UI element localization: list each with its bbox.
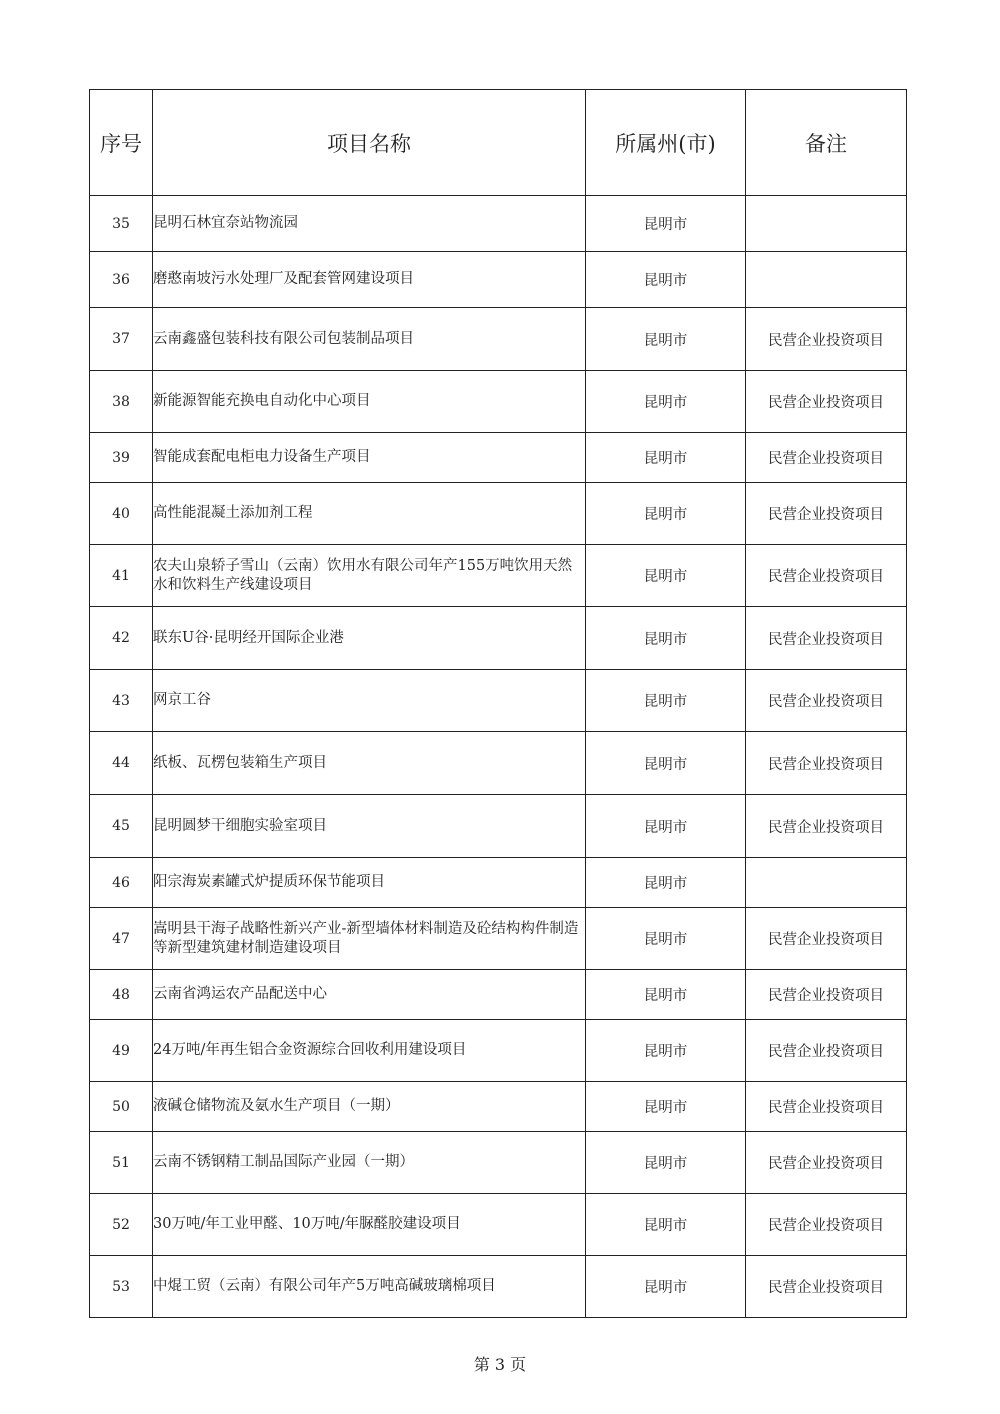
row-number: 35 [90, 196, 153, 252]
city-name: 昆明市 [586, 1132, 746, 1194]
table-row [90, 252, 907, 308]
table-row [90, 1020, 907, 1082]
table-row [90, 970, 907, 1020]
table-row [90, 483, 907, 545]
project-name: 云南不锈钢精工制品国际产业园（一期） [153, 1132, 586, 1194]
project-name: 中焜工贸（云南）有限公司年产5万吨高碱玻璃棉项目 [153, 1256, 586, 1318]
city-name: 昆明市 [586, 252, 746, 308]
project-name: 联东U谷·昆明经开国际企业港 [153, 607, 586, 670]
city-name: 昆明市 [586, 670, 746, 732]
city-name: 昆明市 [586, 196, 746, 252]
note-text: 民营企业投资项目 [746, 970, 907, 1020]
row-number: 52 [90, 1194, 153, 1256]
city-name: 昆明市 [586, 483, 746, 545]
project-name: 24万吨/年再生铝合金资源综合回收利用建设项目 [153, 1020, 586, 1082]
city-name: 昆明市 [586, 795, 746, 858]
note-text [746, 252, 907, 308]
row-number: 42 [90, 607, 153, 670]
note-text: 民营企业投资项目 [746, 1020, 907, 1082]
table-row [90, 1256, 907, 1318]
note-text: 民营企业投资项目 [746, 1194, 907, 1256]
page-number: 第 3 页 [473, 1355, 527, 1374]
row-number: 40 [90, 483, 153, 545]
table-row [90, 1132, 907, 1194]
table-row [90, 732, 907, 795]
city-name: 昆明市 [586, 908, 746, 970]
city-name: 昆明市 [586, 1194, 746, 1256]
header-no: 序号 [90, 90, 153, 196]
note-text: 民营企业投资项目 [746, 1256, 907, 1318]
row-number: 36 [90, 252, 153, 308]
project-name: 网京工谷 [153, 670, 586, 732]
note-text: 民营企业投资项目 [746, 795, 907, 858]
note-text: 民营企业投资项目 [746, 732, 907, 795]
project-name: 昆明圆梦干细胞实验室项目 [153, 795, 586, 858]
table-row [90, 1082, 907, 1132]
note-text: 民营企业投资项目 [746, 1132, 907, 1194]
table-row [90, 433, 907, 483]
row-number: 41 [90, 545, 153, 607]
city-name: 昆明市 [586, 607, 746, 670]
row-number: 37 [90, 308, 153, 371]
row-number: 51 [90, 1132, 153, 1194]
note-text: 民营企业投资项目 [746, 371, 907, 433]
row-number: 47 [90, 908, 153, 970]
city-name: 昆明市 [586, 732, 746, 795]
table-row [90, 1194, 907, 1256]
city-name: 昆明市 [586, 970, 746, 1020]
note-text: 民营企业投资项目 [746, 607, 907, 670]
note-text: 民营企业投资项目 [746, 483, 907, 545]
note-text: 民营企业投资项目 [746, 670, 907, 732]
project-name: 液碱仓储物流及氨水生产项目（一期） [153, 1082, 586, 1132]
project-name: 磨憨南坡污水处理厂及配套管网建设项目 [153, 252, 586, 308]
project-name: 纸板、瓦楞包装箱生产项目 [153, 732, 586, 795]
project-name: 新能源智能充换电自动化中心项目 [153, 371, 586, 433]
table-header-row [90, 90, 907, 196]
note-text: 民营企业投资项目 [746, 908, 907, 970]
row-number: 48 [90, 970, 153, 1020]
project-name: 嵩明县干海子战略性新兴产业-新型墙体材料制造及砼结构构件制造等新型建筑建材制造建设项目 [153, 908, 586, 970]
project-name: 高性能混凝土添加剂工程 [153, 483, 586, 545]
row-number: 50 [90, 1082, 153, 1132]
row-number: 38 [90, 371, 153, 433]
header-project-name: 项目名称 [153, 90, 586, 196]
row-number: 53 [90, 1256, 153, 1318]
city-name: 昆明市 [586, 858, 746, 908]
row-number: 39 [90, 433, 153, 483]
note-text: 民营企业投资项目 [746, 433, 907, 483]
note-text: 民营企业投资项目 [746, 1082, 907, 1132]
city-name: 昆明市 [586, 545, 746, 607]
table-row [90, 545, 907, 607]
project-name: 云南省鸿运农产品配送中心 [153, 970, 586, 1020]
table-row [90, 308, 907, 371]
project-name: 云南鑫盛包装科技有限公司包装制品项目 [153, 308, 586, 371]
table-row [90, 196, 907, 252]
header-note: 备注 [746, 90, 907, 196]
city-name: 昆明市 [586, 1256, 746, 1318]
city-name: 昆明市 [586, 433, 746, 483]
row-number: 44 [90, 732, 153, 795]
project-name: 昆明石林宜奈站物流园 [153, 196, 586, 252]
table-row [90, 670, 907, 732]
note-text [746, 858, 907, 908]
city-name: 昆明市 [586, 371, 746, 433]
city-name: 昆明市 [586, 1082, 746, 1132]
project-name: 30万吨/年工业甲醛、10万吨/年脲醛胶建设项目 [153, 1194, 586, 1256]
row-number: 49 [90, 1020, 153, 1082]
note-text: 民营企业投资项目 [746, 545, 907, 607]
header-city: 所属州(市) [586, 90, 746, 196]
table-row [90, 795, 907, 858]
row-number: 45 [90, 795, 153, 858]
project-name: 阳宗海炭素罐式炉提质环保节能项目 [153, 858, 586, 908]
project-name: 智能成套配电柜电力设备生产项目 [153, 433, 586, 483]
table-row [90, 858, 907, 908]
row-number: 46 [90, 858, 153, 908]
city-name: 昆明市 [586, 308, 746, 371]
city-name: 昆明市 [586, 1020, 746, 1082]
project-name: 农夫山泉轿子雪山（云南）饮用水有限公司年产155万吨饮用天然水和饮料生产线建设项目 [153, 545, 586, 607]
table-row [90, 371, 907, 433]
note-text [746, 196, 907, 252]
table-row [90, 607, 907, 670]
note-text: 民营企业投资项目 [746, 308, 907, 371]
row-number: 43 [90, 670, 153, 732]
table-row [90, 908, 907, 970]
project-table [89, 89, 907, 1318]
